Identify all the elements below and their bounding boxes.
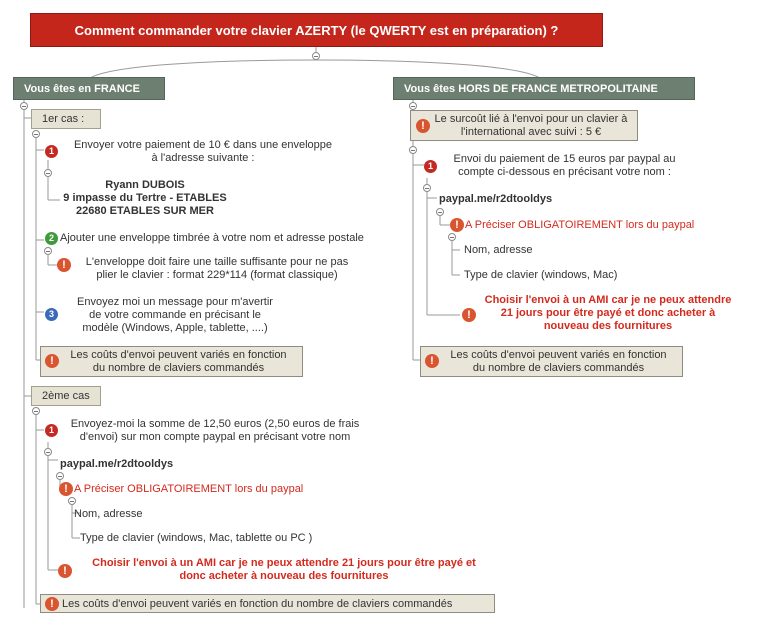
collapse-toggle-case2-paypal[interactable] <box>44 448 52 456</box>
warning-icon: ! <box>58 564 72 578</box>
case1-step3 <box>60 296 290 335</box>
case1-step2: Ajouter une enveloppe timbrée à votre nom et adresse postale <box>60 232 364 244</box>
step1-badge-icon: 1 <box>45 424 58 437</box>
step3-badge-icon: 3 <box>45 308 58 321</box>
collapse-toggle-root[interactable] <box>312 52 320 60</box>
step1-badge-icon: 1 <box>45 145 58 158</box>
case2-step1-line1: Envoyez-moi la somme de 12,50 euros (2,50 euros de frais <box>70 418 360 430</box>
case1-shipping-line1: Les coûts d'envoi peuvent variés en fonction <box>70 349 287 361</box>
warning-icon: ! <box>450 218 464 232</box>
address-line1: Ryann DUBOIS <box>105 179 185 191</box>
case1-shipping-line2: du nombre de claviers commandés <box>92 362 265 374</box>
abroad-friend-note <box>478 294 738 333</box>
collapse-toggle-abroad-precise[interactable] <box>436 208 444 216</box>
collapse-toggle-france[interactable] <box>20 102 28 110</box>
abroad-shipping-line1: Les coûts d'envoi peuvent variés en fonction <box>450 349 667 361</box>
abroad-step1-line1: Envoi du paiement de 15 euros par paypal au <box>453 153 676 165</box>
collapse-toggle-abroad-paypal[interactable] <box>423 184 431 192</box>
abroad-step1 <box>432 153 697 179</box>
warning-icon: ! <box>57 258 71 272</box>
branch-abroad[interactable]: Vous êtes HORS DE FRANCE METROPOLITAINE <box>393 77 695 100</box>
case2-precise: A Préciser OBLIGATOIREMENT lors du paypal <box>74 483 304 495</box>
collapse-toggle-case2-precise[interactable] <box>56 472 64 480</box>
case1-step3-line1: Envoyez moi un message pour m'avertir <box>77 296 273 308</box>
case1-label[interactable]: 1er cas : <box>31 109 101 129</box>
envelope-note-line1: L'enveloppe doit faire une taille suffisante pour ne pas <box>85 256 349 268</box>
step1-badge-icon: 1 <box>424 160 437 173</box>
abroad-name-address: Nom, adresse <box>464 244 533 256</box>
case1-shipping-note <box>40 346 303 377</box>
case2-paypal-link[interactable]: paypal.me/r2dtooldys <box>60 458 174 470</box>
surcharge-note <box>410 110 638 141</box>
case2-friend-line1: Choisir l'envoi à un AMI car je ne peux attendre 21 jours pour être payé et <box>92 557 476 569</box>
abroad-friend-line1: Choisir l'envoi à un AMI car je ne peux attendre <box>484 294 732 306</box>
abroad-friend-line3: nouveau des fournitures <box>543 320 673 332</box>
abroad-precise: A Préciser OBLIGATOIREMENT lors du paypal <box>465 219 695 231</box>
case1-step1 <box>58 139 348 165</box>
branch-france[interactable]: Vous êtes en FRANCE <box>13 77 165 100</box>
address-line3: 22680 ETABLES SUR MER <box>76 205 214 217</box>
surcharge-line1: Le surcoût lié à l'envoi pour un clavier à <box>434 113 628 125</box>
address-line2: 9 impasse du Tertre - ETABLES <box>63 192 227 204</box>
case1-step1-line2: à l'adresse suivante : <box>151 152 255 164</box>
envelope-note <box>72 256 362 282</box>
collapse-toggle-step2[interactable] <box>44 247 52 255</box>
case1-step1-line1: Envoyer votre paiement de 10 € dans une enveloppe <box>73 139 333 151</box>
case2-step1-line2: d'envoi) sur mon compte paypal en précisant votre nom <box>79 431 351 443</box>
case2-friend-line2: donc acheter à nouveau des fournitures <box>179 570 389 582</box>
abroad-keyboard-type: Type de clavier (windows, Mac) <box>464 269 618 281</box>
surcharge-line2: l'international avec suivi : 5 € <box>460 126 602 138</box>
abroad-shipping-line2: du nombre de claviers commandés <box>472 362 645 374</box>
case1-step3-line3: modèle (Windows, Apple, tablette, ....) <box>82 322 268 334</box>
collapse-toggle-case2-details[interactable] <box>68 497 76 505</box>
collapse-toggle-abroad-step[interactable] <box>409 146 417 154</box>
abroad-friend-line2: 21 jours pour être payé et donc acheter à <box>500 307 716 319</box>
collapse-toggle-address[interactable] <box>44 169 52 177</box>
collapse-toggle-case2[interactable] <box>32 407 40 415</box>
case2-label[interactable]: 2ème cas <box>31 386 101 406</box>
case1-step3-line2: de votre commande en précisant le <box>89 309 261 321</box>
case2-step1 <box>60 418 370 444</box>
collapse-toggle-case1[interactable] <box>32 130 40 138</box>
abroad-step1-line2: compte ci-dessous en précisant votre nom : <box>458 166 671 178</box>
collapse-toggle-abroad-details[interactable] <box>448 233 456 241</box>
envelope-note-line2: plier le clavier : format 229*114 (format classique) <box>96 269 338 281</box>
warning-icon: ! <box>45 354 59 368</box>
root-title: Comment commander votre clavier AZERTY (le QWERTY est en préparation) ? <box>30 13 603 47</box>
warning-icon: ! <box>45 597 59 611</box>
collapse-toggle-abroad[interactable] <box>409 102 417 110</box>
case2-shipping-note: Les coûts d'envoi peuvent variés en fonction du nombre de claviers commandés <box>40 594 495 613</box>
warning-icon: ! <box>416 119 430 133</box>
address-block <box>60 179 230 218</box>
warning-icon: ! <box>462 308 476 322</box>
case2-name-address: Nom, adresse <box>74 508 143 520</box>
case2-keyboard-type: Type de clavier (windows, Mac, tablette ou PC ) <box>80 532 313 544</box>
warning-icon: ! <box>59 482 73 496</box>
abroad-paypal-link[interactable]: paypal.me/r2dtooldys <box>439 193 553 205</box>
warning-icon: ! <box>425 354 439 368</box>
abroad-shipping-note <box>420 346 683 377</box>
case2-friend-note <box>74 557 494 583</box>
step2-badge-icon: 2 <box>45 232 58 245</box>
